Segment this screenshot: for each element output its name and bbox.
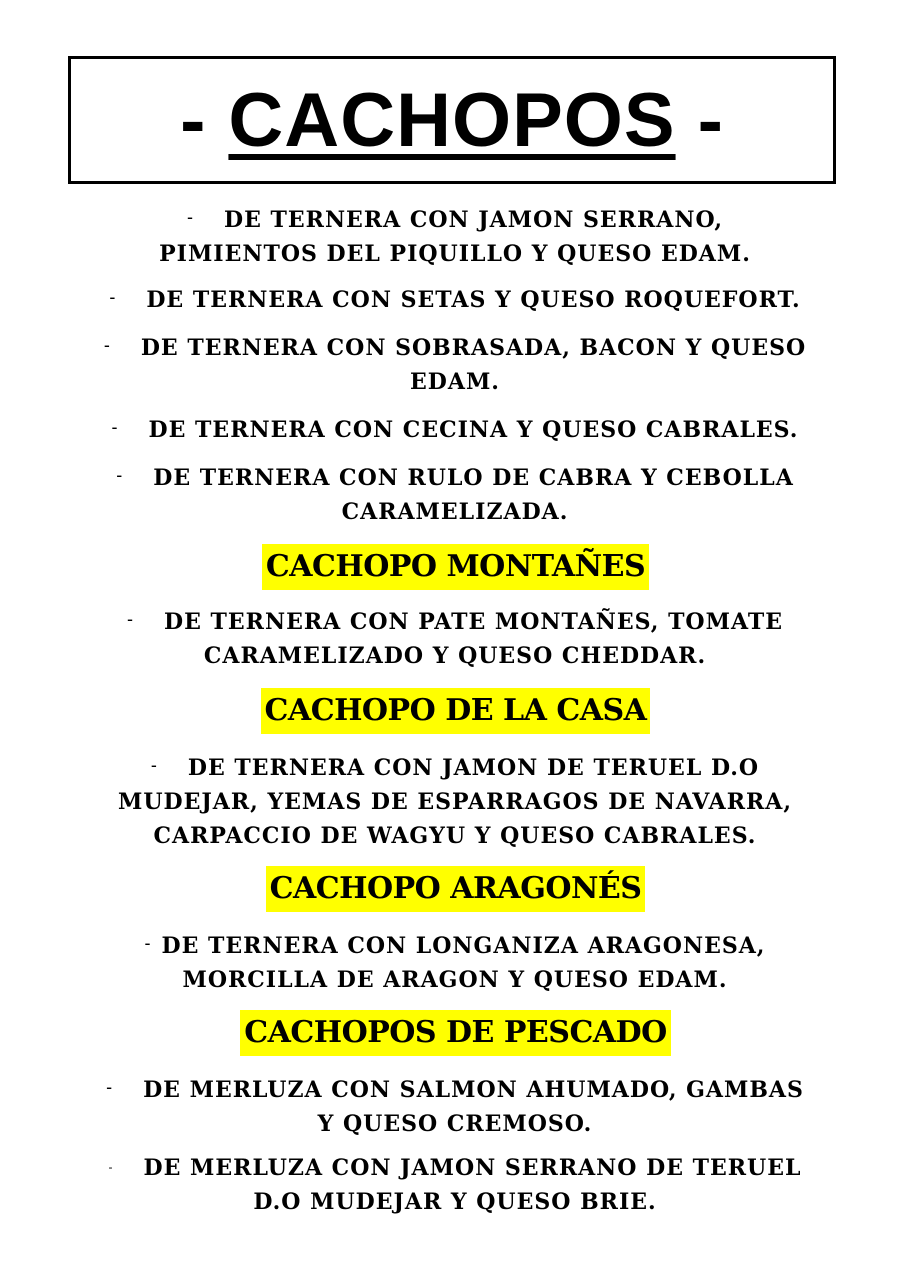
item-text: CARPACCIO DE WAGYU Y QUESO CABRALES.: [153, 823, 757, 849]
item-dash: -: [111, 417, 119, 437]
menu-item-casa: [55, 748, 855, 853]
menu-item-merluza-jamon: [55, 1150, 855, 1219]
menu-item-ternera-rulo-cabra: [55, 458, 855, 529]
item-dash: -: [187, 207, 195, 227]
item-text: DE TERNERA CON SOBRASADA, BACON Y QUESO: [140, 335, 807, 361]
item-text: D.O MUDEJAR Y QUESO BRIE.: [253, 1189, 657, 1215]
item-text: DE TERNERA CON JAMON SERRANO,: [224, 207, 723, 233]
menu-item-ternera-jamon: [120, 200, 790, 271]
section-heading-label: CACHOPO DE LA CASA: [261, 688, 651, 734]
title-dash-right: -: [697, 77, 724, 163]
item-dash: -: [106, 1077, 114, 1097]
item-text: DE TERNERA CON PATE MONTAÑES, TOMATE: [164, 609, 783, 635]
item-text: CARAMELIZADA.: [341, 499, 569, 525]
item-text: DE TERNERA CON SETAS Y QUESO ROQUEFORT.: [146, 287, 801, 313]
item-text: DE TERNERA CON CECINA Y QUESO CABRALES.: [148, 417, 799, 443]
menu-item-montanes: [75, 602, 835, 673]
item-text: MUDEJAR, YEMAS DE ESPARRAGOS DE NAVARRA,: [117, 789, 793, 815]
item-dash: -: [116, 465, 124, 485]
menu-item-ternera-setas: [55, 280, 855, 317]
title-dash-left: -: [180, 77, 207, 163]
menu-item-ternera-sobrasada: [55, 328, 855, 399]
menu-title-box: [68, 56, 836, 184]
item-text: Y QUESO CREMOSO.: [317, 1111, 593, 1137]
section-heading-label: CACHOPO MONTAÑES: [262, 544, 649, 590]
item-dash: -: [150, 755, 158, 775]
item-dash: -: [144, 933, 152, 953]
item-dash: -: [103, 335, 111, 355]
item-text: DE TERNERA CON RULO DE CABRA Y CEBOLLA: [153, 465, 794, 491]
item-text: DE MERLUZA CON JAMON SERRANO DE TERUEL: [143, 1155, 802, 1181]
item-dash: -: [127, 609, 135, 629]
menu-item-merluza-salmon: [55, 1070, 855, 1141]
item-dash: -: [109, 287, 117, 307]
menu-title: CACHOPOS: [228, 77, 676, 163]
section-heading-label: CACHOPO ARAGONÉS: [266, 866, 646, 912]
section-heading-casa: [0, 688, 911, 734]
section-heading-montanes: [0, 544, 911, 590]
section-heading-label: CACHOPOS DE PESCADO: [240, 1010, 671, 1056]
section-heading-aragones: [0, 866, 911, 912]
item-text: MORCILLA DE ARAGON Y QUESO EDAM.: [182, 967, 728, 993]
item-text: DE MERLUZA CON SALMON AHUMADO, GAMBAS: [143, 1077, 804, 1103]
item-text: CARAMELIZADO Y QUESO CHEDDAR.: [203, 643, 707, 669]
menu-item-aragones: [75, 926, 835, 997]
item-text: EDAM.: [410, 369, 500, 395]
item-text: PIMIENTOS DEL PIQUILLO Y QUESO EDAM.: [159, 241, 751, 267]
menu-item-ternera-cecina: [55, 410, 855, 447]
item-dash: -: [108, 1160, 114, 1174]
item-text: DE TERNERA CON JAMON DE TERUEL D.O: [187, 755, 760, 781]
item-text: DE TERNERA CON LONGANIZA ARAGONESA,: [161, 933, 766, 959]
section-heading-pescado: [0, 1010, 911, 1056]
